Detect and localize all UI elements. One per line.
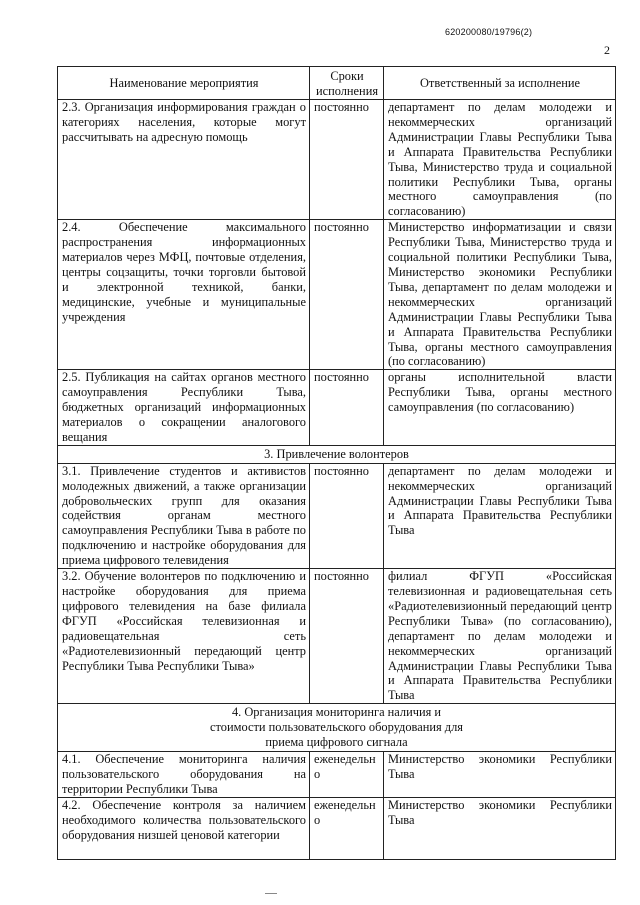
table-row: [58, 370, 616, 446]
activity-responsible: департамент по делам молодежи и некоммерческих организаций Администрации Главы Республики Тыва и Аппарата Правительства Республики Тыва: [384, 463, 616, 568]
scan-mark: [265, 893, 277, 894]
activity-deadline: постоянно: [310, 370, 384, 446]
activity-name: 4.1. Обеспечение мониторинга наличия пользовательского оборудования на территории Республики Тыва: [58, 751, 310, 797]
activity-deadline: постоянно: [310, 569, 384, 704]
activity-responsible: Министерство информатизации и связи Республики Тыва, Министерство труда и социальной политики Республики Тыва, Министерство экономики Республики Тыва, департамент по делам молодежи и некоммерческих организаций Администрации Главы Республики Тыва и Аппарата Правительства Республики Тыва, органы местного самоуправления (по согласованию): [384, 220, 616, 370]
activity-name: 2.4. Обеспечение максимального распространения информационных материалов через МФЦ, почтовые отделения, центры соцзащиты, точки торговли бытовой и электронной техникой, банки, медицинские, учебные и муниципальные учреждения: [58, 220, 310, 370]
activity-name: 3.1. Привлечение студентов и активистов молодежных движений, а также организации добровольческих групп для оказания содействия органам местного самоуправления Республики Тыва в работе по подключению и настройке оборудования для приема цифрового телевидения: [58, 463, 310, 568]
table-header-row: [58, 67, 616, 100]
table-row: [58, 797, 616, 859]
activity-name: 4.2. Обеспечение контроля за наличием необходимого количества пользовательского оборудования низшей ценовой категории: [58, 797, 310, 859]
activity-deadline: постоянно: [310, 463, 384, 568]
activity-deadline: еженедельно: [310, 797, 384, 859]
activity-name: 2.3. Организация информирования граждан о категориях населения, которые могут рассчитывать на адресную помощь: [58, 100, 310, 220]
section-row: [58, 445, 616, 463]
document-number: 620200080/19796(2): [445, 27, 533, 37]
table-row: [58, 100, 616, 220]
activity-responsible: Министерство экономики Республики Тыва: [384, 797, 616, 859]
activity-responsible: органы исполнительной власти Республики Тыва, органы местного самоуправления (по согласованию): [384, 370, 616, 446]
section-title: 3. Привлечение волонтеров: [58, 445, 616, 463]
activity-name: 3.2. Обучение волонтеров по подключению и настройке оборудования для приема цифрового телевидения на базе филиала ФГУП «Российская телевизионная и радиовещательная сеть «Радиотелевизионный передающий центр Республики Тыва Республики Тыва»: [58, 569, 310, 704]
section-title: 4. Организация мониторинга наличия и стоимости пользовательского оборудования для приема цифрового сигнала: [58, 704, 616, 752]
header-deadline: Сроки исполнения: [310, 67, 384, 100]
header-responsible: Ответственный за исполнение: [384, 67, 616, 100]
activity-responsible: департамент по делам молодежи и некоммерческих организаций Администрации Главы Республики Тыва и Аппарата Правительства Республики Тыва, Министерство труда и социальной политики Республики Тыва, органы местного самоуправления (по согласованию): [384, 100, 616, 220]
table-row: [58, 220, 616, 370]
activity-deadline: постоянно: [310, 220, 384, 370]
activity-responsible: филиал ФГУП «Российская телевизионная и радиовещательная сеть «Радиотелевизионный передающий центр Республики Тыва» (по согласованию), департамент по делам молодежи и некоммерческих организаций Администрации Главы Республики Тыва и Аппарата Правительства Республики Тыва: [384, 569, 616, 704]
page-number: 2: [604, 43, 610, 57]
table-row: [58, 463, 616, 568]
table-row: [58, 751, 616, 797]
section-row: [58, 704, 616, 752]
activity-deadline: постоянно: [310, 100, 384, 220]
activity-deadline: еженедельно: [310, 751, 384, 797]
activity-name: 2.5. Публикация на сайтах органов местного самоуправления Республики Тыва, бюджетных организаций информационных материалов о сокращении аналогового вещания: [58, 370, 310, 446]
table-row: [58, 569, 616, 704]
activity-responsible: Министерство экономики Республики Тыва: [384, 751, 616, 797]
activities-table: [57, 66, 616, 860]
header-name: Наименование мероприятия: [58, 67, 310, 100]
